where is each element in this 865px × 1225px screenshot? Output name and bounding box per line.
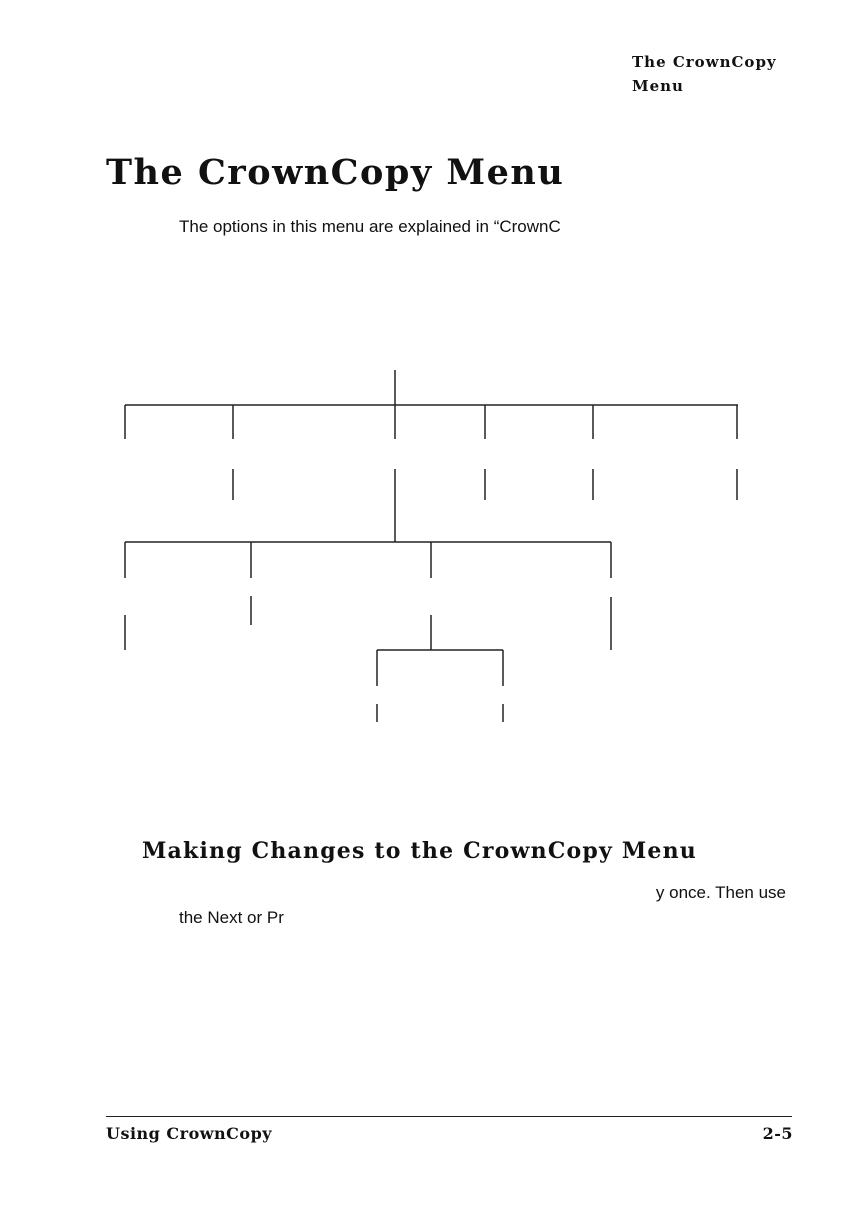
page-title: The CrownCopy Menu xyxy=(106,152,565,193)
footer-rule xyxy=(106,1116,792,1117)
page-number: 2-5 xyxy=(762,1124,793,1143)
footer-chapter-title: Using CrownCopy xyxy=(106,1124,273,1143)
intro-paragraph: The options in this menu are explained in “CrownC xyxy=(179,217,561,236)
body-text-line-1: y once. Then use xyxy=(655,883,786,902)
section-heading: Making Changes to the CrownCopy Menu xyxy=(142,838,697,864)
running-head-line-1: The CrownCopy xyxy=(632,53,777,71)
running-head-line-2: Menu xyxy=(632,77,684,95)
body-text-line-2: the Next or Pr xyxy=(179,908,284,927)
